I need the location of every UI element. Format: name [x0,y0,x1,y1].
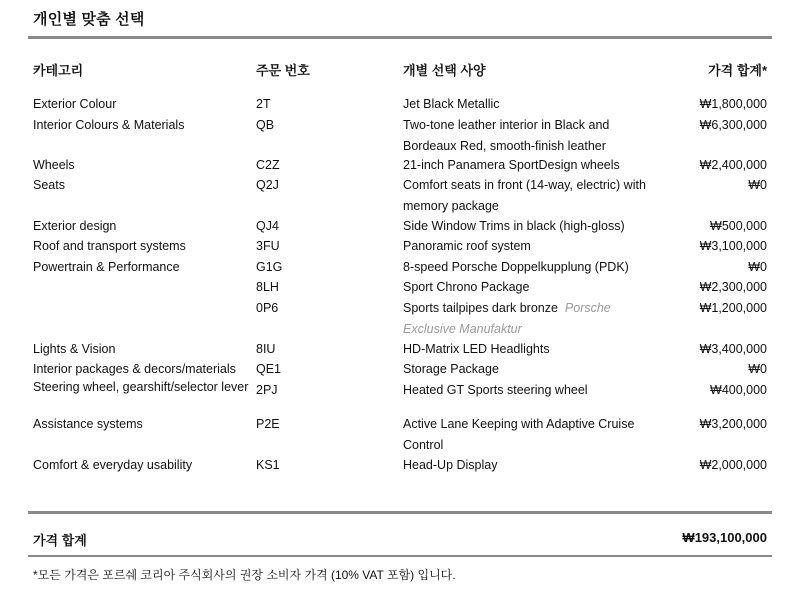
row-option: Active Lane Keeping with Adaptive Cruise Control [403,417,635,452]
row-code: 8IU [256,342,276,356]
row-code: QB [256,118,275,132]
row-price: ₩0 [748,178,767,192]
row-option: Jet Black Metallic [403,97,500,111]
row-price: ₩1,200,000 [699,301,767,315]
row-code: Q2J [256,178,279,192]
total-label: 가격 합계 [33,533,87,548]
row-option: HD-Matrix LED Headlights [403,342,550,356]
row-code: 2T [256,97,271,111]
row-option: Heated GT Sports steering wheel [403,383,588,397]
row-category: Powertrain & Performance [33,260,180,274]
total-divider [28,511,772,514]
row-code: QJ4 [256,219,279,233]
row-code: C2Z [256,158,280,172]
row-category: Interior Colours & Materials [33,118,185,132]
row-price: ₩500,000 [710,219,767,233]
header-order-code: 주문 번호 [256,63,310,78]
row-category: Seats [33,178,65,192]
row-code: 0P6 [256,301,279,315]
row-option-cell [403,298,653,339]
row-price: ₩0 [748,362,767,376]
row-price: ₩2,300,000 [699,280,767,294]
row-category: Exterior Colour [33,97,117,111]
row-option: Head-Up Display [403,458,498,472]
row-category: Steering wheel, gearshift/selector lever [33,380,249,394]
row-option: 21-inch Panamera SportDesign wheels [403,158,620,172]
row-category: Wheels [33,158,75,172]
row-code: KS1 [256,458,280,472]
row-category: Assistance systems [33,417,143,431]
total-value: ₩193,100,000 [682,530,767,545]
page-title: 개인별 맞춤 선택 [33,11,145,28]
row-price: ₩3,100,000 [699,239,767,253]
row-option-note: Porsche Exclusive Manufaktur [403,301,611,336]
footnote: *모든 가격은 포르쉐 코리아 주식회사의 권장 소비자 가격 (10% VAT 포함) 입니다. [33,568,456,582]
row-option: Sports tailpipes dark bronze [403,301,558,315]
row-code: 8LH [256,280,279,294]
footnote-divider [28,555,772,557]
row-option: Comfort seats in front (14-way, electric) with memory package [403,178,646,213]
header-option: 개별 선택 사양 [403,63,486,78]
row-price: ₩3,200,000 [699,417,767,431]
row-category: Lights & Vision [33,342,116,356]
row-price: ₩0 [748,260,767,274]
row-option: Two-tone leather interior in Black and Bordeaux Red, smooth-finish leather [403,118,610,153]
row-category: Interior packages & decors/materials [33,362,236,376]
row-code: P2E [256,417,280,431]
header-price-total: 가격 합계* [708,63,767,78]
row-price: ₩1,800,000 [699,97,767,111]
row-code: G1G [256,260,283,274]
row-code: QE1 [256,362,282,376]
row-option: Sport Chrono Package [403,280,530,294]
row-option: 8-speed Porsche Doppelkupplung (PDK) [403,260,629,274]
row-option: Side Window Trims in black (high-gloss) [403,219,625,233]
row-price: ₩400,000 [710,383,767,397]
row-price: ₩2,400,000 [699,158,767,172]
row-code: 2PJ [256,383,278,397]
top-divider [28,36,772,39]
row-price: ₩3,400,000 [699,342,767,356]
row-price: ₩6,300,000 [699,118,767,132]
row-option: Panoramic roof system [403,239,531,253]
row-option: Storage Package [403,362,499,376]
row-category: Roof and transport systems [33,239,186,253]
header-category: 카테고리 [33,63,84,78]
row-category: Exterior design [33,219,117,233]
row-category: Comfort & everyday usability [33,458,193,472]
row-price: ₩2,000,000 [699,458,767,472]
row-code: 3FU [256,239,280,253]
